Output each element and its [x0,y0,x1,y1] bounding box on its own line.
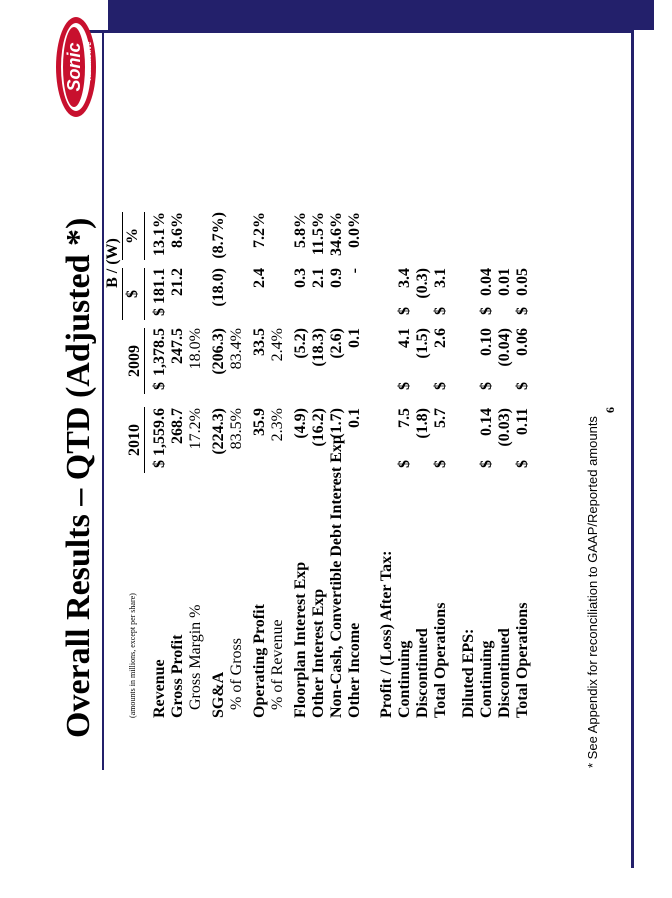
value-change-percent: 34.6% [328,212,345,256]
value-change-dollar: (0.3) [414,268,431,299]
currency-2010: $ [514,460,531,468]
value-change-percent: (8.7%) [210,212,227,259]
value-2009: 247.5 [169,328,186,364]
value-change-dollar: 2.1 [310,268,327,288]
column-header-percent: % [124,228,141,244]
row-label: Non-Cash, Convertible Debt Interest Exp [328,435,345,718]
value-2010: (1.8) [414,408,431,439]
page-title: Overall Results – QTD (Adjusted *) [60,217,97,738]
value-change-percent: 8.6% [169,212,186,248]
value-2010: 0.14 [478,408,495,436]
value-2010: (224.3) [210,408,227,455]
value-change-dollar: 2.4 [251,268,268,288]
header-rule [80,30,632,33]
row-label: Gross Profit [169,634,186,718]
value-2010: 0.1 [346,408,363,428]
header-underline [144,212,145,260]
value-change-percent: 5.8% [292,212,309,248]
slide [20,48,620,868]
currency-2009: $ [478,382,495,390]
header-underline [122,212,123,260]
column-header-dollar: $ [124,290,141,298]
currency-2010: $ [432,460,449,468]
row-label: Profit / (Loss) After Tax: [378,550,395,718]
value-2009: (206.3) [210,328,227,375]
currency-change: $ [432,307,449,315]
value-2009: 0.06 [514,328,531,356]
row-label: Gross Margin % [187,604,204,710]
row-label: Other Income [346,622,363,718]
value-change-percent: 7.2% [251,212,268,248]
footnote: * See Appendix for reconciliation to GAAP/Reported amounts [585,416,600,768]
row-label: Revenue [151,659,168,718]
right-rule [631,30,634,868]
currency-change: $ [478,307,495,315]
logo-sub: Automotive [86,41,93,81]
value-2010: 7.5 [396,408,413,428]
value-2010: 83.5% [228,408,245,450]
value-2010: (0.03) [496,408,513,447]
value-change-percent: 0.0% [346,212,363,248]
row-label: Operating Profit [251,604,268,718]
currency-change: $ [514,307,531,315]
row-label: Total Operations [514,602,531,718]
currency-2010: $ [478,460,495,468]
row-label: % of Gross [228,638,245,710]
value-2009: (2.6) [328,328,345,359]
row-label: Continuing [478,640,495,718]
value-2009: (1.5) [414,328,431,359]
value-2009: 0.10 [478,328,495,356]
value-2010: (4.9) [292,408,309,439]
value-change-dollar: 3.1 [432,268,449,288]
value-change-dollar: 0.01 [496,268,513,296]
value-2009: 1,378.5 [151,328,168,376]
value-2010: 2.3% [269,408,286,442]
value-2009: 33.5 [251,328,268,356]
currency-2009: $ [151,382,168,390]
value-change-dollar: 0.04 [478,268,495,296]
column-header-2009: 2009 [126,345,143,377]
value-2010: 0.11 [514,408,531,436]
row-label: % of Revenue [269,619,286,710]
row-label: Continuing [396,640,413,718]
row-label: Floorplan Interest Exp [292,561,309,718]
currency-2009: $ [396,382,413,390]
currency-2009: $ [432,382,449,390]
page-number: 6 [603,407,617,413]
logo-brand: Sonic [64,42,84,92]
row-label: SG&A [210,671,227,718]
value-2010: 17.2% [187,408,204,450]
value-change-dollar: 0.05 [514,268,531,296]
row-label: Total Operations [432,602,449,718]
value-2009: 2.4% [269,328,286,362]
value-change-dollar: 21.2 [169,268,186,296]
value-change-dollar: (18.0) [210,268,227,307]
currency-2009: $ [514,382,531,390]
column-header-2010: 2010 [126,424,143,456]
column-header-bw: B / (W) [104,238,121,288]
value-change-dollar: $ 181.1 [151,268,168,316]
row-label: Discontinued [496,628,513,718]
value-change-dollar: 3.4 [396,268,413,288]
value-change-dollar: 0.3 [292,268,309,288]
header-band [108,0,654,30]
value-2010: $ 1,559.6 [151,408,168,468]
value-2009: 2.6 [432,328,449,348]
value-2010: (16.2) [310,408,327,447]
value-2009: (18.3) [310,328,327,367]
value-2010: 5.7 [432,408,449,428]
value-change-percent: 13.1% [151,212,168,256]
row-label: Other Interest Exp [310,588,327,718]
value-2009: (0.04) [496,328,513,367]
header-underline [144,407,145,473]
value-2009: 0.1 [346,328,363,348]
currency-2010: $ [396,460,413,468]
units-note: (amounts in millions, except per share) [128,593,137,718]
value-2010: 268.7 [169,408,186,444]
value-2010: 35.9 [251,408,268,436]
value-2009: 4.1 [396,328,413,348]
value-change-dollar: 0.9 [328,268,345,288]
header-underline [122,268,123,320]
header-underline [144,268,145,320]
value-change-percent: 11.5% [310,212,327,256]
value-2010: (1.7) [328,408,345,439]
row-label: Discontinued [414,628,431,718]
value-2009: 83.4% [228,328,245,370]
value-2009: 18.0% [187,328,204,370]
header-underline [144,328,145,394]
value-2009: (5.2) [292,328,309,359]
row-label: Diluted EPS: [460,628,477,718]
value-change-dollar: - [346,268,363,274]
currency-change: $ [396,307,413,315]
